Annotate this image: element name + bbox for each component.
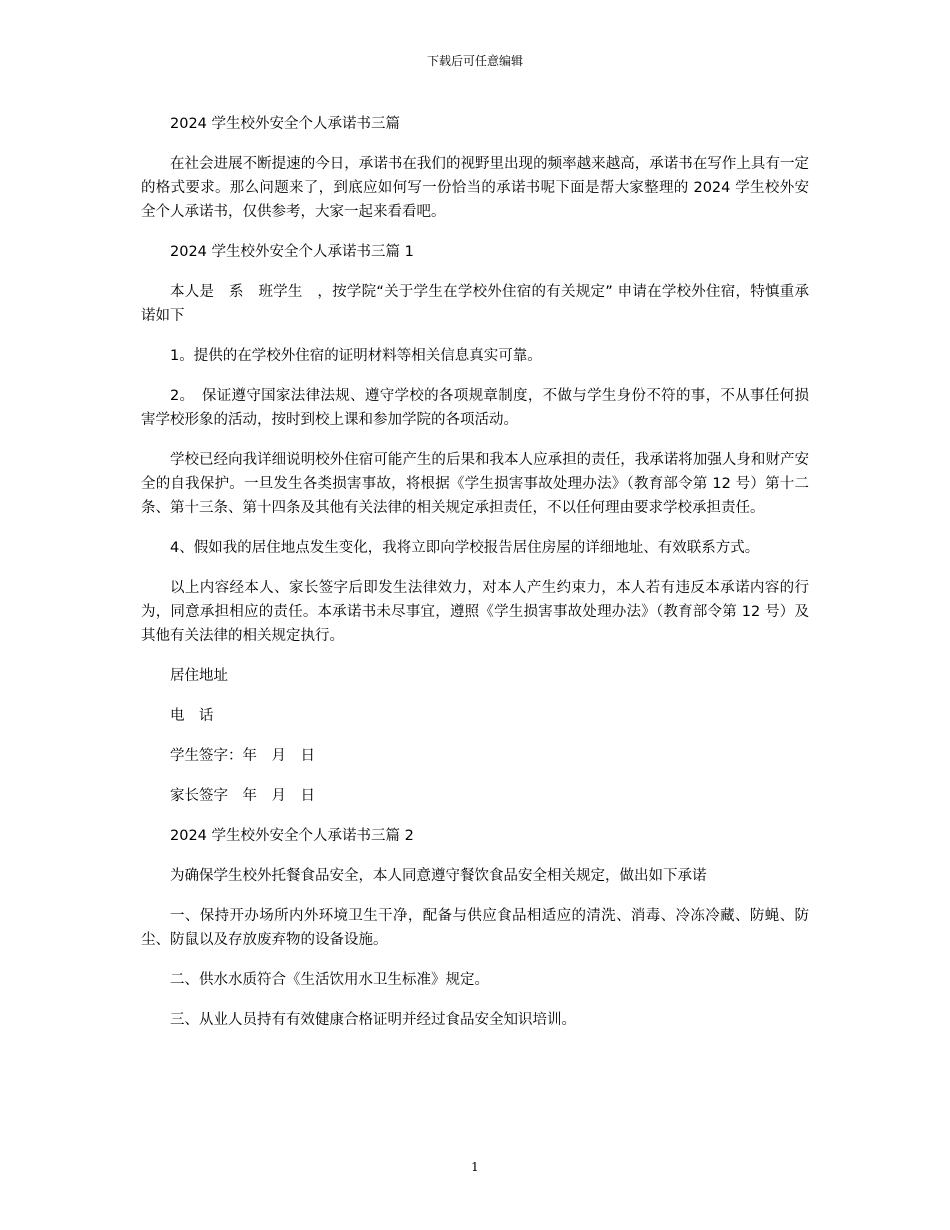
section-1-paragraph-2: 1。提供的在学校外住宿的证明材料等相关信息真实可靠。 <box>170 348 542 364</box>
section-2-paragraph-4: 三、从业人员持有有效健康合格证明并经过食品安全知识培训。 <box>170 1012 576 1028</box>
section-2-paragraph-3: 二、供水水质符合《生活饮用水卫生标准》规定。 <box>170 972 489 988</box>
section-2-paragraph-1: 为确保学生校外托餐食品安全，本人同意遵守餐饮食品安全相关规定，做出如下承诺 <box>170 868 707 884</box>
section-2-paragraph-2: 一、保持开办场所内外环境卫生干净，配备与供应食品相适应的清洗、消毒、冷冻冷藏、防蝇、防尘、防鼠以及存放废弃物的设备设施。 <box>141 908 809 948</box>
student-signature-line: 学生签字：年 月 日 <box>170 748 315 764</box>
page-number: 1 <box>471 1160 479 1174</box>
page-header: 下载后可任意编辑 <box>426 54 523 68</box>
parent-signature-line: 家长签字 年 月 日 <box>170 788 315 804</box>
section-1-title: 2024 学生校外安全个人承诺书三篇 1 <box>170 244 414 260</box>
section-1-paragraph-6: 以上内容经本人、家长签字后即发生法律效力，对本人产生约束力，本人若有违反本承诺内容的行为，同意承担相应的责任。本承诺书未尽事宜，遵照《学生损害事故处理办法》（教育部令第 12 号）及其他有关法律的相关规定执行。 <box>141 580 809 644</box>
section-2-title: 2024 学生校外安全个人承诺书三篇 2 <box>170 828 414 844</box>
section-1-paragraph-1: 本人是 系 班学生 ，按学院“关于学生在学校外住宿的有关规定” 申请在学校外住宿，特慎重承诺如下 <box>141 284 809 324</box>
section-1-paragraph-5: 4、假如我的居住地点发生变化，我将立即向学校报告居住房屋的详细地址、有效联系方式。 <box>170 540 760 556</box>
section-1-paragraph-3: 2。 保证遵守国家法律法规、遵守学校的各项规章制度，不做与学生身份不符的事，不从事任何损害学校形象的活动，按时到校上课和参加学院的各项活动。 <box>141 388 809 428</box>
document-title: 2024 学生校外安全个人承诺书三篇 <box>170 116 401 132</box>
phone-line: 电 话 <box>170 708 214 724</box>
document-body <box>141 112 809 1048</box>
address-line: 居住地址 <box>170 668 228 684</box>
intro-paragraph: 在社会进展不断提速的今日，承诺书在我们的视野里出现的频率越来越高，承诺书在写作上具有一定的格式要求。那么问题来了，到底应如何写一份恰当的承诺书呢下面是帮大家整理的 2024 学生校外安全个人承诺书，仅供参考，大家一起来看看吧。 <box>141 156 809 220</box>
section-1-paragraph-4: 学校已经向我详细说明校外住宿可能产生的后果和我本人应承担的责任，我承诺将加强人身和财产安全的自我保护。一旦发生各类损害事故，将根据《学生损害事故处理办法》（教育部令第 12 号）第十二条、第十三条、第十四条及其他有关法律的相关规定承担责任，不以任何理由要求学校承担责任。 <box>141 452 809 516</box>
